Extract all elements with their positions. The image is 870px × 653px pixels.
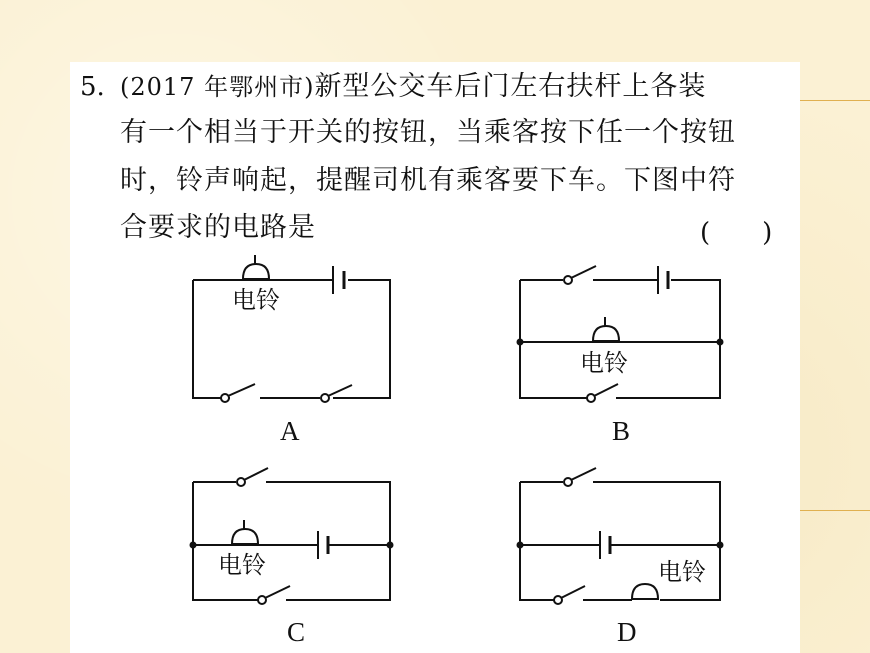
question-text-1: 新型公交车后门左右扶杆上各装 [314, 71, 707, 102]
switch-icon [587, 384, 618, 402]
question-line-2: 有一个相当于开关的按钮，当乘客按下任一个按钮 [120, 117, 736, 148]
bell-label-d: 电铃 [658, 558, 706, 586]
question-line-4: 合要求的电路是 [120, 212, 316, 243]
switch-icon [564, 266, 596, 284]
circuit-b [517, 266, 724, 402]
option-label-b: B [612, 416, 631, 446]
switch-icon [564, 468, 596, 486]
switch-icon [321, 385, 352, 402]
question-source: (2017 年鄂州市) [120, 73, 315, 101]
question-number: 5. [80, 72, 105, 102]
bell-label-b: 电铃 [580, 349, 628, 377]
switch-icon [258, 586, 290, 604]
circuit-c [190, 468, 394, 604]
switch-icon [221, 384, 255, 402]
bell-icon [593, 317, 619, 341]
option-label-c: C [287, 617, 306, 647]
bell-icon [232, 520, 258, 544]
bell-icon [243, 255, 269, 279]
switch-icon [554, 586, 585, 604]
option-label-a: A [280, 416, 300, 446]
bell-icon [632, 584, 658, 600]
answer-parentheses: ( ) [700, 218, 773, 248]
bell-label-c: 电铃 [218, 551, 266, 579]
option-label-d: D [617, 617, 637, 647]
circuit-a [193, 255, 390, 402]
question-line-3: 时，铃声响起，提醒司机有乘客要下车。下图中符 [120, 165, 736, 196]
bell-label-a: 电铃 [232, 286, 280, 314]
switch-icon [237, 468, 268, 486]
